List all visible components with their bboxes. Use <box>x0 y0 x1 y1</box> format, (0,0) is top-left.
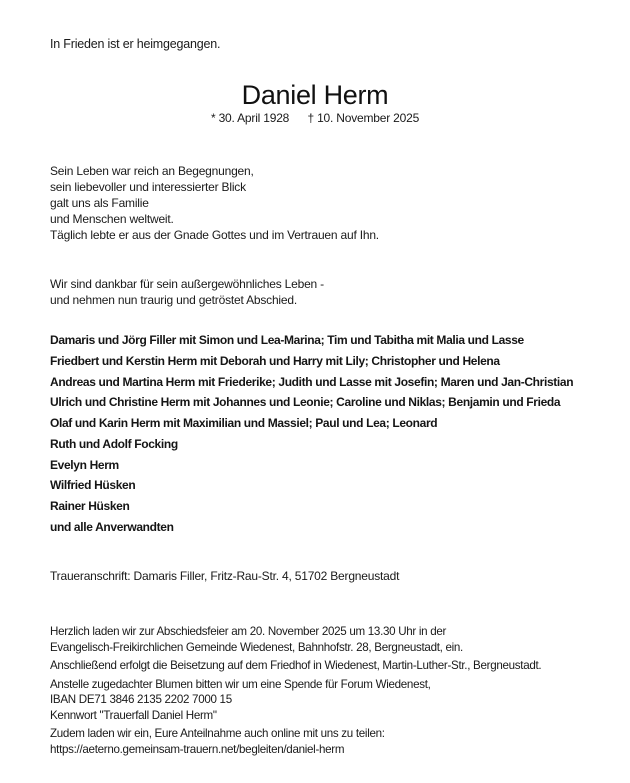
verse-line: sein liebevoller und interessierter Blick <box>50 180 246 194</box>
family-line: Damaris und Jörg Filler mit Simon und Lea-Marina; Tim und Tabitha mit Malia und Lasse <box>50 333 524 347</box>
verse-line: Sein Leben war reich an Begegnungen, <box>50 164 254 178</box>
intro-line: In Frieden ist er heimgegangen. <box>50 37 221 51</box>
ceremony-line: Evangelisch-Freikirchlichen Gemeinde Wiedenest, Bahnhofstr. 28, Bergneustadt, ein. <box>50 640 463 654</box>
family-line: Olaf und Karin Herm mit Maximilian und Massiel; Paul und Lea; Leonard <box>50 416 438 430</box>
family-line: Rainer Hüsken <box>50 499 130 513</box>
thanks-line: Wir sind dankbar für sein außergewöhnliches Leben - <box>50 277 324 291</box>
cross-icon: † <box>307 111 314 125</box>
death-date: 10. November 2025 <box>317 111 420 125</box>
verse-block <box>50 163 379 243</box>
deceased-name: Daniel Herm <box>241 80 389 110</box>
thanks-block <box>50 276 324 308</box>
burial-line: Anschließend erfolgt die Beisetzung auf dem Friedhof in Wiedenest, Martin-Luther-Str., Bergneustadt. <box>50 659 542 672</box>
donation-line: Anstelle zugedachter Blumen bitten wir um eine Spende für Forum Wiedenest, <box>50 677 431 691</box>
family-list <box>50 332 573 540</box>
verse-line: Täglich lebte er aus der Gnade Gottes und im Vertrauen auf Ihn. <box>50 228 379 242</box>
family-line: Ruth und Adolf Focking <box>50 436 178 451</box>
condolence-link[interactable]: https://aeterno.gemeinsam-trauern.net/begleiten/daniel-herm <box>50 742 345 756</box>
thanks-line: und nehmen nun traurig und getröstet Abschied. <box>50 293 297 307</box>
online-text: Zudem laden wir ein, Eure Anteilnahme auch online mit uns zu teilen: <box>50 727 385 740</box>
family-line: Andreas und Martina Herm mit Friederike; Judith und Lasse mit Josefin; Maren und Jan-Christian <box>50 374 574 389</box>
family-line: Evelyn Herm <box>50 457 119 472</box>
funeral-info <box>50 624 541 757</box>
family-line: Ulrich und Christine Herm mit Johannes und Leonie; Caroline und Niklas; Benjamin und Frieda <box>50 395 561 410</box>
iban-line: IBAN DE71 3846 2135 2202 7000 15 <box>50 693 232 706</box>
family-line: Wilfried Hüsken <box>50 478 136 493</box>
life-dates <box>0 111 630 125</box>
family-line: Friedbert und Kerstin Herm mit Deborah und Harry mit Lily; Christopher und Helena <box>50 353 500 368</box>
born-symbol: * <box>210 111 216 125</box>
birth-date: 30. April 1928 <box>218 111 290 125</box>
mourning-address: Traueranschrift: Damaris Filler, Fritz-Rau-Str. 4, 51702 Bergneustadt <box>50 569 400 583</box>
keyword-line: Kennwort "Trauerfall Daniel Herm" <box>50 708 217 722</box>
verse-line: und Menschen weltweit. <box>50 212 174 226</box>
family-line: und alle Anverwandten <box>50 519 174 534</box>
verse-line: galt uns als Familie <box>50 196 149 210</box>
ceremony-line: Herzlich laden wir zur Abschiedsfeier am 20. November 2025 um 13.30 Uhr in der <box>50 625 447 638</box>
